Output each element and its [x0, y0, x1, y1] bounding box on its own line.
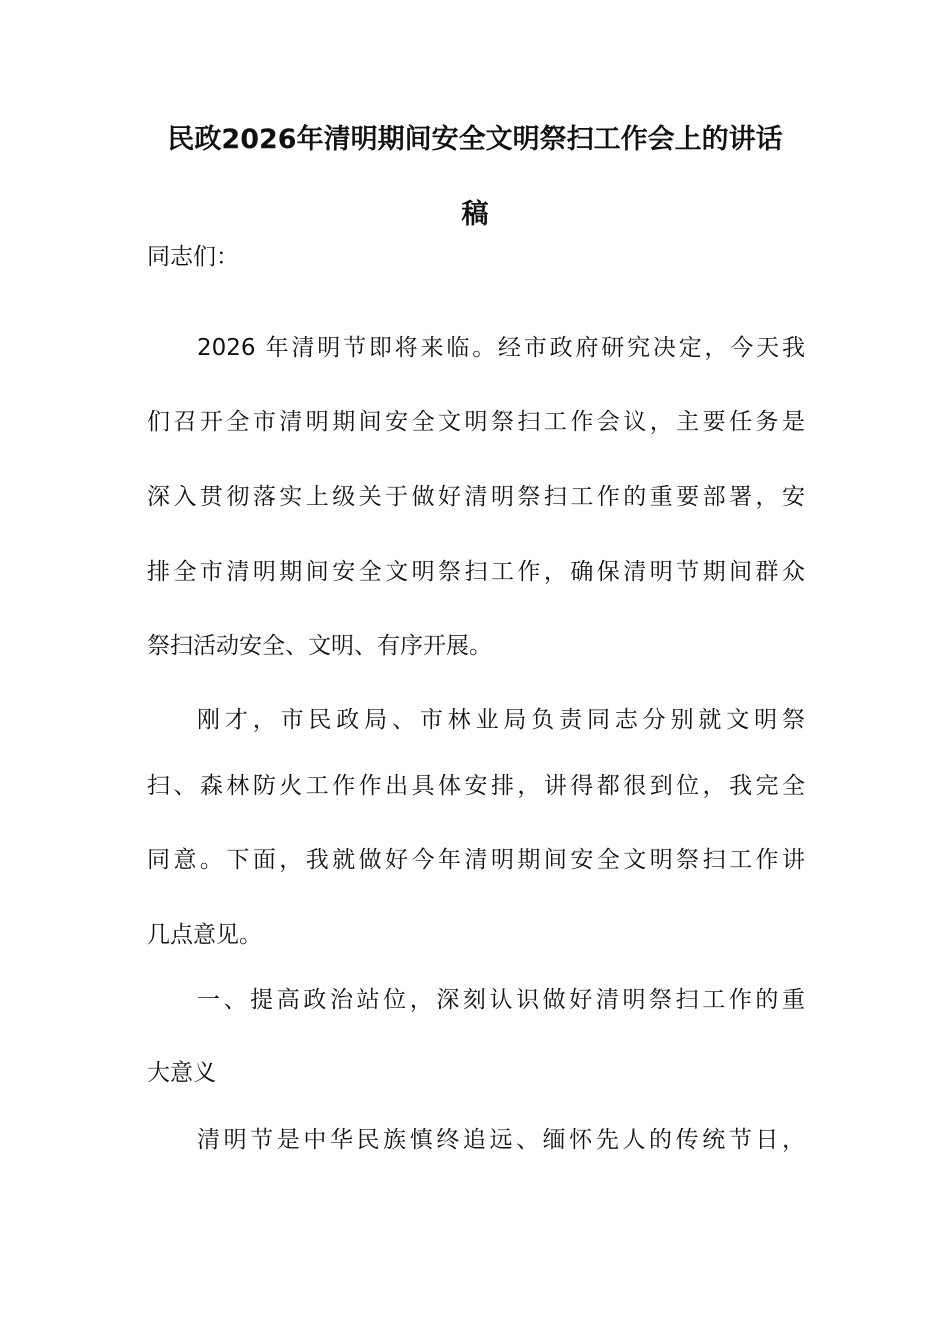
- paragraph-line: 排全市清明期间安全文明祭扫工作，确保清明节期间群众: [147, 559, 805, 585]
- paragraph-line: 2026 年清明节即将来临。经市政府研究决定，今天我: [197, 335, 805, 361]
- paragraph-line: 大意义: [147, 1060, 216, 1086]
- paragraph-line: 几点意见。: [147, 922, 262, 948]
- document-title-line-1: 民政2026年清明期间安全文明祭扫工作会上的讲话: [167, 124, 783, 155]
- paragraph-line: 刚才，市民政局、市林业局负责同志分别就文明祭: [197, 707, 805, 733]
- paragraph-line: 一、提高政治站位，深刻认识做好清明祭扫工作的重: [197, 987, 805, 1013]
- paragraph-line: 同意。下面，我就做好今年清明期间安全文明祭扫工作讲: [147, 847, 805, 873]
- paragraph-line: 祭扫活动安全、文明、有序开展。: [147, 633, 492, 659]
- paragraph-line: 扫、森林防火工作作出具体安排，讲得都很到位，我完全: [147, 773, 805, 799]
- paragraph-line: 清明节是中华民族慎终追远、缅怀先人的传统节日，: [197, 1127, 805, 1153]
- document-title-line-2: 稿: [461, 199, 489, 230]
- paragraph-line: 深入贯彻落实上级关于做好清明祭扫工作的重要部署，安: [147, 484, 805, 510]
- salutation: 同志们：: [147, 244, 239, 270]
- paragraph-line: 们召开全市清明期间安全文明祭扫工作会议，主要任务是: [147, 409, 805, 435]
